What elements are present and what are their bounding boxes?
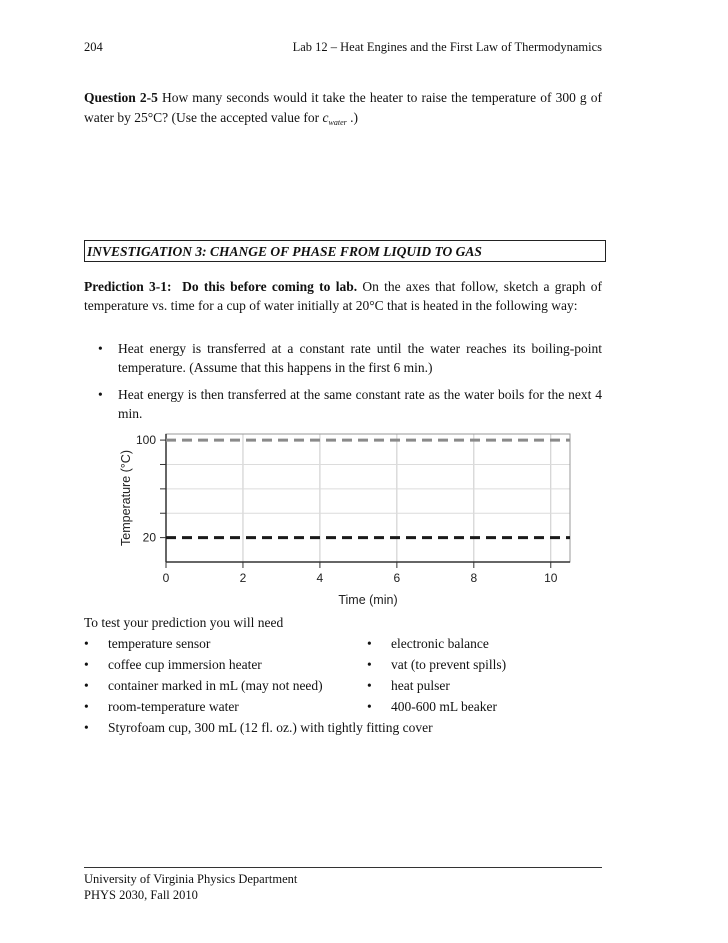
question-label: Question 2-5 — [84, 90, 158, 105]
question-text: How many seconds would it take the heater to raise the temperature of 300 g of water by 25°C? (Use the accepted value for — [84, 90, 603, 125]
prediction-bullets — [84, 339, 602, 431]
material-item: • Styrofoam cup, 300 mL (12 fl. oz.) with tightly fitting cover — [84, 717, 433, 738]
x-axis-label: Time (min) — [338, 593, 398, 607]
prediction-paragraph: Prediction 3-1: Do this before coming to lab. On the axes that follow, sketch a graph of temperature vs. time for a cup of water initially at 20°C that is heated in the following way: — [84, 279, 602, 313]
material-item: • 400-600 mL beaker — [367, 696, 506, 717]
material-item: • heat pulser — [367, 675, 506, 696]
x-tick-label: 0 — [162, 571, 170, 585]
plot-frame — [166, 434, 570, 562]
materials-section — [84, 612, 604, 735]
investigation-heading: INVESTIGATION 3: CHANGE OF PHASE FROM LIQUID TO GAS — [84, 240, 606, 262]
x-tick-label: 10 — [544, 571, 558, 585]
x-tick-label: 6 — [393, 571, 401, 585]
x-tick-label: 2 — [239, 571, 247, 585]
footer-line-1: University of Virginia Physics Department — [84, 872, 298, 886]
y-tick-label: 100 — [135, 433, 156, 448]
footer — [84, 871, 297, 903]
material-item: • room-temperature water — [84, 696, 433, 717]
material-item: • container marked in mL (may not need) — [84, 675, 433, 696]
page-number: 204 — [84, 40, 103, 54]
x-tick-label: 4 — [316, 571, 324, 585]
question-paragraph — [84, 88, 602, 133]
question-tail: .) — [350, 110, 359, 125]
materials-intro: To test your prediction you will need — [84, 615, 284, 630]
y-tick-label: 20 — [142, 530, 156, 545]
temperature-time-chart — [110, 432, 590, 612]
footer-divider — [84, 867, 602, 868]
x-tick-label: 8 — [470, 571, 478, 585]
y-axis-label: Temperature (°C) — [119, 450, 133, 546]
prediction-bullet-1: • Heat energy is transferred at a constant rate until the water reaches its boiling-point temperature. (Assume that this happens in the first 6 min.) — [84, 339, 602, 377]
material-item: • temperature sensor — [84, 633, 433, 654]
prediction-text: On the axes that follow, sketch a graph of temperature vs. time for a cup of water initially at 20°C that is heated in the following way: — [84, 279, 602, 313]
question-variable-subscript: water — [328, 118, 347, 127]
prediction-instruction: Do this before coming to lab. — [182, 279, 358, 294]
footer-line-2: PHYS 2030, Fall 2010 — [84, 888, 198, 902]
prediction-bullet-2: • Heat energy is then transferred at the same constant rate as the water boils for the next 4 min. — [84, 385, 602, 423]
running-title: Lab 12 – Heat Engines and the First Law of Thermodynamics — [292, 40, 602, 54]
material-item: • coffee cup immersion heater — [84, 654, 433, 675]
material-item: • electronic balance — [367, 633, 506, 654]
material-item: • vat (to prevent spills) — [367, 654, 506, 675]
question-variable: c — [322, 110, 329, 125]
materials-right-column — [367, 633, 506, 717]
prediction-label: Prediction 3-1 — [84, 279, 168, 294]
